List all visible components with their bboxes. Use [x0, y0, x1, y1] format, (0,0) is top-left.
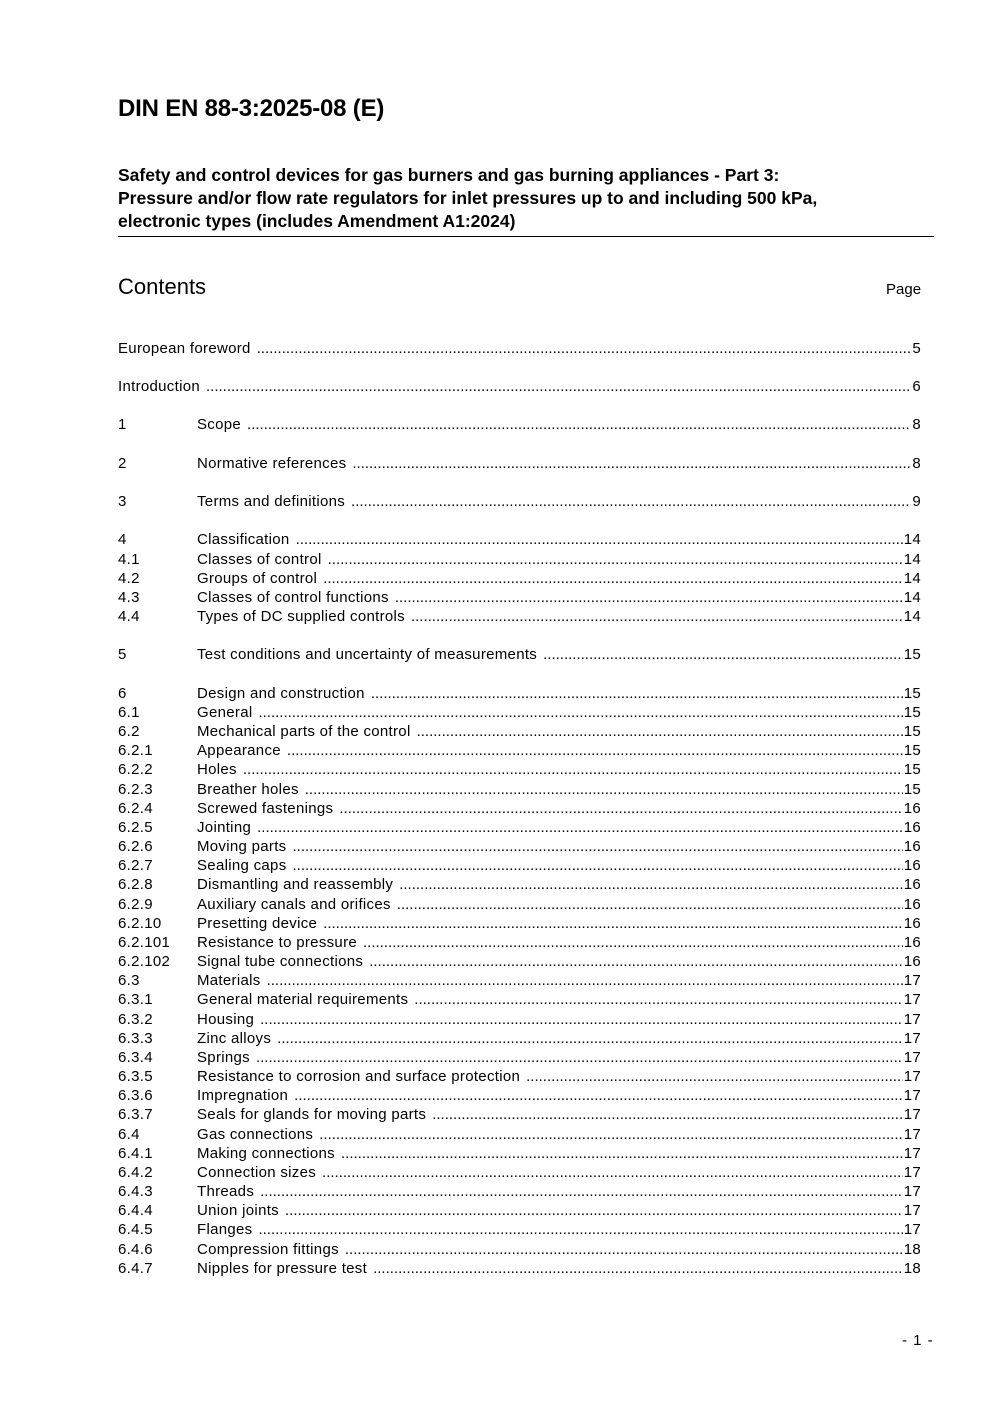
toc-dot-leader: [341, 1144, 903, 1163]
toc-entry-page: 15: [903, 704, 921, 721]
toc-entry-title: Moving parts: [197, 838, 287, 855]
toc-dot-leader: [345, 1240, 903, 1259]
toc-entry[interactable]: [118, 339, 921, 358]
toc-entry[interactable]: [118, 1067, 921, 1086]
toc-entry-title: General: [197, 704, 253, 721]
toc-entry[interactable]: [118, 741, 921, 760]
toc-entry-page: 15: [903, 646, 921, 663]
toc-entry-title: Holes: [197, 761, 237, 778]
toc-entry[interactable]: [118, 530, 921, 549]
toc-entry-title: Housing: [197, 1011, 255, 1028]
toc-entry-title: Compression fittings: [197, 1241, 339, 1258]
toc-entry-title: Flanges: [197, 1221, 253, 1238]
toc-entry-page: 8: [912, 416, 921, 433]
toc-entry-page: 15: [903, 781, 921, 798]
toc-entry[interactable]: [118, 377, 921, 396]
toc-dot-leader: [258, 1220, 902, 1239]
toc-dot-leader: [305, 780, 903, 799]
toc-dot-leader: [260, 1010, 903, 1029]
toc-entry-number: 6.2.10: [118, 915, 162, 932]
toc-entry-title: Union joints: [197, 1202, 279, 1219]
toc-entry-number: 6.4.5: [118, 1221, 153, 1238]
toc-entry[interactable]: [118, 569, 921, 588]
toc-entry-number: 6.4: [118, 1126, 140, 1143]
toc-entry[interactable]: [118, 933, 921, 952]
toc-entry-title: Sealing caps: [197, 857, 287, 874]
toc-dot-leader: [293, 856, 903, 875]
toc-entry-title: Springs: [197, 1049, 250, 1066]
toc-dot-leader: [267, 971, 903, 990]
toc-dot-leader: [319, 1125, 902, 1144]
toc-entry-number: 6.2.2: [118, 761, 153, 778]
toc-entry-title: Signal tube connections: [197, 953, 364, 970]
toc-entry-number: 4: [118, 531, 127, 548]
toc-entry-title: Dismantling and reassembly: [197, 876, 394, 893]
toc-entry[interactable]: [118, 1029, 921, 1048]
toc-entry-title: Test conditions and uncertainty of measurements: [197, 646, 538, 663]
toc-entry-number: 6.4.4: [118, 1202, 153, 1219]
toc-entry-title: Scope: [197, 416, 242, 433]
document-title-line: Safety and control devices for gas burners and gas burning appliances - Part 3:: [118, 165, 780, 185]
toc-dot-leader: [257, 818, 903, 837]
toc-dot-leader: [432, 1105, 903, 1124]
toc-entry[interactable]: [118, 760, 921, 779]
toc-entry-page: 17: [903, 972, 921, 989]
toc-dot-leader: [352, 454, 911, 473]
toc-dot-leader: [414, 990, 902, 1009]
toc-entry[interactable]: [118, 645, 921, 664]
toc-entry-page: 9: [912, 493, 921, 510]
toc-entry-number: 6.2.7: [118, 857, 153, 874]
toc-entry[interactable]: [118, 780, 921, 799]
toc-dot-leader: [373, 1259, 903, 1278]
toc-entry[interactable]: [118, 722, 921, 741]
toc-entry[interactable]: [118, 1144, 921, 1163]
toc-entry-number: 6.2.8: [118, 876, 153, 893]
toc-entry-page: 16: [903, 953, 921, 970]
toc-entry[interactable]: [118, 607, 921, 626]
toc-entry-number: 6.1: [118, 704, 140, 721]
toc-dot-leader: [296, 530, 903, 549]
toc-entry[interactable]: [118, 703, 921, 722]
toc-entry-page: 17: [903, 1164, 921, 1181]
footer-page-number: - 1 -: [902, 1332, 934, 1349]
toc-entry-number: 6.2: [118, 723, 140, 740]
toc-entry-title: Materials: [197, 972, 261, 989]
toc-entry-title: Nipples for pressure test: [197, 1260, 368, 1277]
toc-entry[interactable]: [118, 415, 921, 434]
toc-entry-page: 17: [903, 991, 921, 1008]
toc-entry-page: 17: [903, 1202, 921, 1219]
toc-entry[interactable]: [118, 1086, 921, 1105]
toc-entry-number: 6.3.3: [118, 1030, 153, 1047]
toc-entry[interactable]: [118, 818, 921, 837]
toc-entry-page: 16: [903, 915, 921, 932]
toc-entry-page: 16: [903, 800, 921, 817]
toc-entry[interactable]: [118, 914, 921, 933]
toc-dot-leader: [256, 1048, 903, 1067]
toc-entry-number: 6.3: [118, 972, 140, 989]
toc-dot-leader: [351, 492, 911, 511]
toc-dot-leader: [206, 377, 911, 396]
toc-dot-leader: [328, 550, 903, 569]
toc-entry-page: 14: [903, 531, 921, 548]
toc-dot-leader: [369, 952, 903, 971]
toc-dot-leader: [395, 588, 903, 607]
toc-entry[interactable]: [118, 1220, 921, 1239]
page-column-label: Page: [886, 281, 922, 298]
toc-dot-leader: [258, 703, 902, 722]
toc-entry-page: 17: [903, 1221, 921, 1238]
toc-entry-title: Impregnation: [197, 1087, 289, 1104]
toc-entry-title: Terms and definitions: [197, 493, 346, 510]
toc-entry-number: 6.2.6: [118, 838, 153, 855]
toc-dot-leader: [322, 1163, 903, 1182]
toc-dot-leader: [287, 741, 903, 760]
toc-entry-page: 16: [903, 819, 921, 836]
toc-dot-leader: [363, 933, 903, 952]
toc-dot-leader: [543, 645, 903, 664]
toc-entry-number: 2: [118, 455, 127, 472]
toc-entry[interactable]: [118, 1182, 921, 1201]
toc-entry-number: 6.4.2: [118, 1164, 153, 1181]
toc-entry-number: 1: [118, 416, 127, 433]
toc-entry-title: General material requirements: [197, 991, 409, 1008]
toc-entry-number: 6.4.6: [118, 1241, 153, 1258]
toc-entry[interactable]: [118, 895, 921, 914]
toc-entry-title: Screwed fastenings: [197, 800, 334, 817]
toc-entry-page: 15: [903, 685, 921, 702]
toc-entry[interactable]: [118, 1048, 921, 1067]
toc-entry[interactable]: [118, 971, 921, 990]
toc-entry-page: 17: [903, 1068, 921, 1085]
toc-entry[interactable]: [118, 684, 921, 703]
toc-entry-title: Auxiliary canals and orifices: [197, 896, 391, 913]
toc-entry-title: Introduction: [118, 378, 200, 395]
toc-entry-page: 16: [903, 896, 921, 913]
toc-entry-number: 6.2.9: [118, 896, 153, 913]
toc-entry-page: 17: [903, 1106, 921, 1123]
toc-entry-page: 5: [912, 340, 921, 357]
toc-entry-number: 5: [118, 646, 127, 663]
toc-entry-number: 6.2.101: [118, 934, 171, 951]
toc-entry-title: Presetting device: [197, 915, 318, 932]
toc-entry-page: 17: [903, 1011, 921, 1028]
toc-entry-number: 4.3: [118, 589, 140, 606]
toc-entry-number: 4.2: [118, 570, 140, 587]
toc-entry[interactable]: [118, 1259, 921, 1278]
toc-entry-number: 6.3.1: [118, 991, 153, 1008]
toc-entry-title: Breather holes: [197, 781, 299, 798]
toc-entry[interactable]: [118, 492, 921, 511]
toc-entry-page: 14: [903, 608, 921, 625]
toc-entry-title: Making connections: [197, 1145, 335, 1162]
toc-dot-leader: [397, 895, 903, 914]
toc-entry-title: Groups of control: [197, 570, 318, 587]
document-title-line: electronic types (includes Amendment A1:2024): [118, 211, 516, 231]
toc-entry-title: Classes of control: [197, 551, 322, 568]
contents-heading: Contents: [118, 274, 207, 299]
toc-entry-title: Normative references: [197, 455, 347, 472]
toc-entry[interactable]: [118, 875, 921, 894]
toc-entry-page: 14: [903, 551, 921, 568]
toc-entry-number: 6: [118, 685, 127, 702]
toc-entry-number: 6.3.2: [118, 1011, 153, 1028]
toc-entry-title: Jointing: [197, 819, 252, 836]
toc-entry-number: 6.3.7: [118, 1106, 153, 1123]
toc-entry-title: Zinc alloys: [197, 1030, 272, 1047]
toc-dot-leader: [323, 914, 903, 933]
toc-entry-page: 8: [912, 455, 921, 472]
toc-entry-number: 4.1: [118, 551, 140, 568]
toc-entry-title: European foreword: [118, 340, 251, 357]
toc-entry-title: Connection sizes: [197, 1164, 317, 1181]
toc-entry[interactable]: [118, 1163, 921, 1182]
toc-entry[interactable]: [118, 550, 921, 569]
toc-entry[interactable]: [118, 1105, 921, 1124]
toc-entry-page: 14: [903, 570, 921, 587]
toc-entry-number: 3: [118, 493, 127, 510]
toc-entry[interactable]: [118, 1010, 921, 1029]
toc-dot-leader: [292, 837, 902, 856]
toc-entry-title: Design and construction: [197, 685, 365, 702]
toc-entry-page: 15: [903, 742, 921, 759]
toc-entry-title: Threads: [197, 1183, 255, 1200]
toc-entry-title: Classification: [197, 531, 290, 548]
toc-entry-number: 6.4.7: [118, 1260, 153, 1277]
toc-entry[interactable]: [118, 856, 921, 875]
toc-entry-page: 17: [903, 1126, 921, 1143]
toc-dot-leader: [411, 607, 903, 626]
toc-dot-leader: [285, 1201, 903, 1220]
toc-entry-page: 17: [903, 1049, 921, 1066]
toc-entry-page: 15: [903, 761, 921, 778]
toc-entry-number: 6.2.3: [118, 781, 153, 798]
toc-dot-leader: [277, 1029, 903, 1048]
toc-dot-leader: [371, 684, 903, 703]
document-id: DIN EN 88-3:2025-08 (E): [118, 95, 385, 122]
toc-entry-page: 17: [903, 1087, 921, 1104]
toc-dot-leader: [294, 1086, 903, 1105]
toc-entry-page: 16: [903, 934, 921, 951]
document-title: [118, 164, 934, 237]
toc-entry[interactable]: [118, 588, 921, 607]
toc-dot-leader: [417, 722, 903, 741]
toc-entry-page: 16: [903, 876, 921, 893]
toc-entry[interactable]: [118, 990, 921, 1009]
toc-entry-page: 18: [903, 1241, 921, 1258]
toc-entry-number: 6.3.5: [118, 1068, 153, 1085]
document-title-line: Pressure and/or flow rate regulators for inlet pressures up to and including 500 kPa,: [118, 188, 818, 208]
toc-dot-leader: [399, 875, 902, 894]
toc-entry-title: Appearance: [197, 742, 281, 759]
toc-entry-page: 6: [912, 378, 921, 395]
toc-dot-leader: [243, 760, 903, 779]
toc-entry-page: 14: [903, 589, 921, 606]
toc-entry-title: Seals for glands for moving parts: [197, 1106, 427, 1123]
toc-entry[interactable]: [118, 454, 921, 473]
toc-dot-leader: [257, 339, 912, 358]
toc-entry-number: 6.3.4: [118, 1049, 153, 1066]
toc-dot-leader: [526, 1067, 903, 1086]
toc-entry[interactable]: [118, 1125, 921, 1144]
toc-entry-number: 6.2.5: [118, 819, 153, 836]
toc-entry-title: Gas connections: [197, 1126, 314, 1143]
toc-entry-page: 17: [903, 1145, 921, 1162]
toc-dot-leader: [339, 799, 902, 818]
toc-entry-page: 16: [903, 857, 921, 874]
toc-entry-title: Resistance to corrosion and surface protection: [197, 1068, 521, 1085]
toc-entry-title: Types of DC supplied controls: [197, 608, 405, 625]
toc-entry-number: 6.2.102: [118, 953, 171, 970]
toc-entry-number: 6.2.4: [118, 800, 153, 817]
toc-entry[interactable]: [118, 837, 921, 856]
toc-entry[interactable]: [118, 1201, 921, 1220]
toc-entry-number: 6.2.1: [118, 742, 153, 759]
toc-entry-page: 17: [903, 1183, 921, 1200]
toc-entry[interactable]: [118, 799, 921, 818]
toc-dot-leader: [247, 415, 911, 434]
toc-entry[interactable]: [118, 1240, 921, 1259]
toc-entry-number: 6.4.1: [118, 1145, 153, 1162]
toc-entry-title: Mechanical parts of the control: [197, 723, 411, 740]
toc-dot-leader: [260, 1182, 903, 1201]
toc-entry-title: Resistance to pressure: [197, 934, 358, 951]
toc-entry-number: 6.4.3: [118, 1183, 153, 1200]
toc-entry-page: 15: [903, 723, 921, 740]
toc-dot-leader: [323, 569, 903, 588]
toc-entry[interactable]: [118, 952, 921, 971]
toc-entry-page: 16: [903, 838, 921, 855]
toc-entry-number: 6.3.6: [118, 1087, 153, 1104]
toc-entry-page: 17: [903, 1030, 921, 1047]
toc-entry-page: 18: [903, 1260, 921, 1277]
toc-entry-number: 4.4: [118, 608, 140, 625]
toc-entry-title: Classes of control functions: [197, 589, 389, 606]
